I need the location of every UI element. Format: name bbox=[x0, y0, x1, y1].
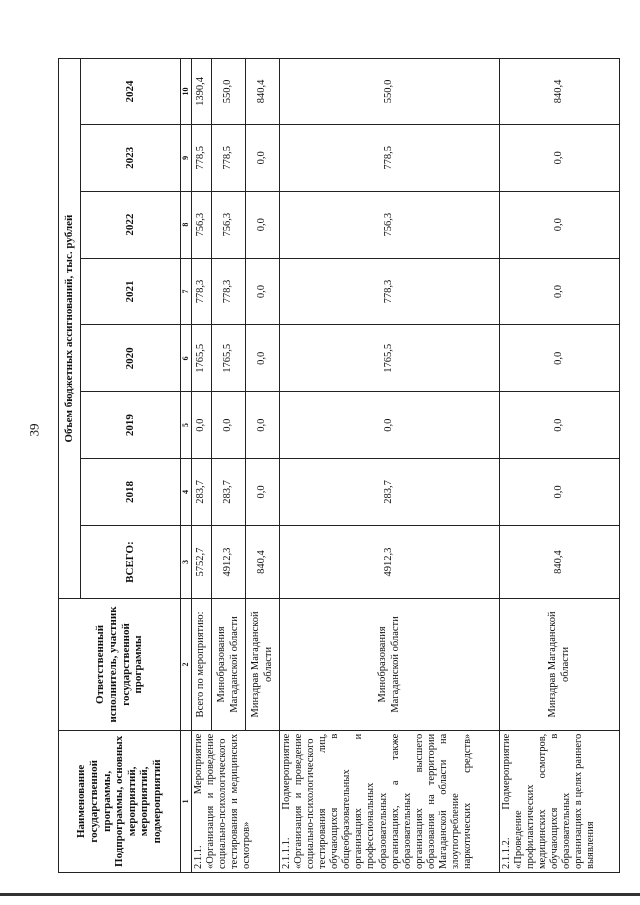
row-responsible: Минобразования Магаданской области bbox=[212, 599, 246, 731]
cell-value: 283,7 bbox=[192, 459, 212, 526]
col-index: 6 bbox=[181, 325, 192, 392]
cell-value: 0,0 bbox=[246, 392, 280, 459]
cell-value: 1765,5 bbox=[280, 325, 500, 392]
cell-value: 840,4 bbox=[500, 59, 620, 125]
cell-value: 778,3 bbox=[212, 258, 246, 325]
cell-value: 0,0 bbox=[280, 392, 500, 459]
cell-value: 756,3 bbox=[280, 191, 500, 258]
cell-value: 0,0 bbox=[212, 392, 246, 459]
cell-total: 840,4 bbox=[500, 525, 620, 598]
scan-bottom-border bbox=[0, 893, 640, 896]
col-index: 1 bbox=[181, 730, 192, 872]
cell-value: 1765,5 bbox=[192, 325, 212, 392]
cell-value: 0,0 bbox=[246, 325, 280, 392]
cell-value: 840,4 bbox=[246, 59, 280, 125]
col-index: 8 bbox=[181, 191, 192, 258]
header-year: 2023 bbox=[81, 124, 181, 191]
cell-value: 550,0 bbox=[280, 59, 500, 125]
col-index: 7 bbox=[181, 258, 192, 325]
cell-value: 0,0 bbox=[500, 392, 620, 459]
col-index: 9 bbox=[181, 124, 192, 191]
cell-value: 778,5 bbox=[192, 124, 212, 191]
cell-value: 283,7 bbox=[280, 459, 500, 526]
cell-total: 4912,3 bbox=[280, 525, 500, 598]
cell-value: 0,0 bbox=[500, 124, 620, 191]
header-year: 2020 bbox=[81, 325, 181, 392]
col-index: 4 bbox=[181, 459, 192, 526]
col-index: 2 bbox=[181, 599, 192, 731]
row-responsible: Минздрав Магаданской области bbox=[500, 599, 620, 731]
cell-value: 778,3 bbox=[280, 258, 500, 325]
cell-value: 550,0 bbox=[212, 59, 246, 125]
rotated-table-wrapper bbox=[58, 58, 613, 873]
cell-value: 1390,4 bbox=[192, 59, 212, 125]
cell-value: 1765,5 bbox=[212, 325, 246, 392]
cell-total: 840,4 bbox=[246, 525, 280, 598]
row-name: 2.1.1.1. Подмероприятие «Организация и проведение социально-психологического тестирования лиц, обучающихся в общеобразовательных организациях и профессиональных образовательных организациях, а также образовательных организациях высшего образования на территории Магаданской области на злоупотребление наркотических средств» bbox=[280, 730, 500, 872]
header-total: ВСЕГО: bbox=[81, 525, 181, 598]
cell-value: 778,3 bbox=[192, 258, 212, 325]
cell-total: 4912,3 bbox=[212, 525, 246, 598]
cell-value: 0,0 bbox=[246, 191, 280, 258]
header-name: Наименование государственной программы, Подпрограммы, основных мероприятий, мероприятий, подмероприятий bbox=[59, 730, 181, 872]
page-number: 39 bbox=[26, 423, 42, 437]
cell-value: 0,0 bbox=[500, 325, 620, 392]
row-responsible: Минздрав Магаданской области bbox=[246, 599, 280, 731]
cell-value: 283,7 bbox=[212, 459, 246, 526]
header-year: 2018 bbox=[81, 459, 181, 526]
col-index: 5 bbox=[181, 392, 192, 459]
row-responsible: Минобразования Магаданской области bbox=[280, 599, 500, 731]
cell-value: 0,0 bbox=[246, 459, 280, 526]
cell-value: 0,0 bbox=[246, 258, 280, 325]
cell-total: 5752,7 bbox=[192, 525, 212, 598]
col-index: 10 bbox=[181, 59, 192, 125]
row-name: 2.1.1.2. Подмероприятие «Проведение профилактических медицинских осмотров, обучающихся в образовательных организациях в целях раннего выявления bbox=[500, 730, 620, 872]
col-index: 3 bbox=[181, 525, 192, 598]
header-responsible: Ответственный исполнитель, участник государственной программы bbox=[59, 599, 181, 731]
row-name: 2.1.1. Мероприятие «Организация и проведение социально-психологического тестирования и медицинских осмотров» bbox=[192, 730, 280, 872]
cell-value: 756,3 bbox=[212, 191, 246, 258]
cell-value: 0,0 bbox=[500, 258, 620, 325]
header-budget-group: Объем бюджетных ассигнований, тыс. рублей bbox=[59, 59, 81, 599]
cell-value: 0,0 bbox=[246, 124, 280, 191]
cell-value: 0,0 bbox=[500, 191, 620, 258]
cell-value: 778,5 bbox=[212, 124, 246, 191]
cell-value: 0,0 bbox=[500, 459, 620, 526]
header-year: 2022 bbox=[81, 191, 181, 258]
budget-table bbox=[58, 58, 620, 873]
cell-value: 756,3 bbox=[192, 191, 212, 258]
header-year: 2019 bbox=[81, 392, 181, 459]
cell-value: 778,5 bbox=[280, 124, 500, 191]
header-year: 2021 bbox=[81, 258, 181, 325]
header-year: 2024 bbox=[81, 59, 181, 125]
cell-value: 0,0 bbox=[192, 392, 212, 459]
row-responsible: Всего по мероприятию: bbox=[192, 599, 212, 731]
